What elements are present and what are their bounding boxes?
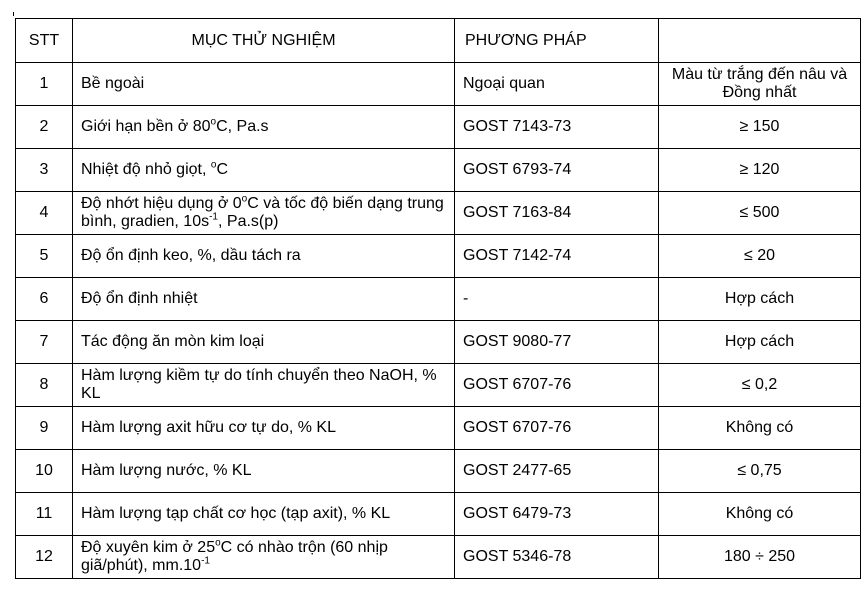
table-row	[16, 321, 861, 364]
table-row	[16, 407, 861, 450]
test-specification-table	[15, 18, 861, 579]
table-row	[16, 450, 861, 493]
row-method: GOST 6479-73	[455, 493, 659, 536]
table-row	[16, 364, 861, 407]
row-test-item: Hàm lượng axit hữu cơ tự do, % KL	[73, 407, 455, 450]
page-corner-mark	[13, 12, 14, 16]
table-row	[16, 106, 861, 149]
row-stt: 6	[16, 278, 73, 321]
row-result: Hợp cách	[659, 278, 861, 321]
row-stt: 5	[16, 235, 73, 278]
row-result: Màu từ trắng đến nâu và Đồng nhất	[659, 63, 861, 106]
header-result	[659, 19, 861, 63]
row-method: GOST 6707-76	[455, 407, 659, 450]
table-row	[16, 235, 861, 278]
row-stt: 2	[16, 106, 73, 149]
header-stt: STT	[16, 19, 73, 63]
row-result: Hợp cách	[659, 321, 861, 364]
header-method: PHƯƠNG PHÁP	[455, 19, 659, 63]
table-row	[16, 493, 861, 536]
row-result: ≥ 150	[659, 106, 861, 149]
row-test-item: Hàm lượng tạp chất cơ học (tạp axit), % KL	[73, 493, 455, 536]
row-method: GOST 7143-73	[455, 106, 659, 149]
row-method: GOST 9080-77	[455, 321, 659, 364]
row-stt: 4	[16, 192, 73, 235]
table-header-row	[16, 19, 861, 63]
row-test-item: Độ xuyên kim ở 25$^o$C có nhào trộn (60 nhịp giã/phút), $mm.10^{-1}$	[73, 536, 455, 579]
row-result: ≤ 500	[659, 192, 861, 235]
row-method: GOST 2477-65	[455, 450, 659, 493]
table-row	[16, 278, 861, 321]
row-method: GOST 7142-74	[455, 235, 659, 278]
row-test-item: Hàm lượng nước, % KL	[73, 450, 455, 493]
row-result: ≤ 0,2	[659, 364, 861, 407]
row-stt: 10	[16, 450, 73, 493]
row-result: ≥ 120	[659, 149, 861, 192]
header-test-item: MỤC THỬ NGHIỆM	[73, 19, 455, 63]
row-result: 180 ÷ 250	[659, 536, 861, 579]
row-method: GOST 6793-74	[455, 149, 659, 192]
row-result: ≤ 20	[659, 235, 861, 278]
table-row	[16, 63, 861, 106]
row-result: ≤ 0,75	[659, 450, 861, 493]
row-stt: 9	[16, 407, 73, 450]
row-test-item: Độ ổn định nhiệt	[73, 278, 455, 321]
row-test-item: Độ ổn định keo, %, dầu tách ra	[73, 235, 455, 278]
row-test-item: Nhiệt độ nhỏ giọt, $^o$C	[73, 149, 455, 192]
row-test-item: Bề ngoài	[73, 63, 455, 106]
row-method: GOST 5346-78	[455, 536, 659, 579]
row-method: Ngoại quan	[455, 63, 659, 106]
row-stt: 7	[16, 321, 73, 364]
row-stt: 11	[16, 493, 73, 536]
row-method: GOST 7163-84	[455, 192, 659, 235]
row-test-item: Tác động ăn mòn kim loại	[73, 321, 455, 364]
row-test-item: Hàm lượng kiềm tự do tính chuyển theo NaOH, % KL	[73, 364, 455, 407]
table-row	[16, 149, 861, 192]
row-method: GOST 6707-76	[455, 364, 659, 407]
row-stt: 12	[16, 536, 73, 579]
row-result: Không có	[659, 493, 861, 536]
row-test-item: Độ nhớt hiệu dụng ở 0$^o$C và tốc độ biến dạng trung bình, gradien, $10s^{-1}$, Pa.s(p)	[73, 192, 455, 235]
row-result: Không có	[659, 407, 861, 450]
table-row	[16, 536, 861, 579]
row-stt: 1	[16, 63, 73, 106]
row-stt: 8	[16, 364, 73, 407]
row-method: -	[455, 278, 659, 321]
row-stt: 3	[16, 149, 73, 192]
table-row	[16, 192, 861, 235]
row-test-item: Giới hạn bền ở 80$^o$C, Pa.s	[73, 106, 455, 149]
